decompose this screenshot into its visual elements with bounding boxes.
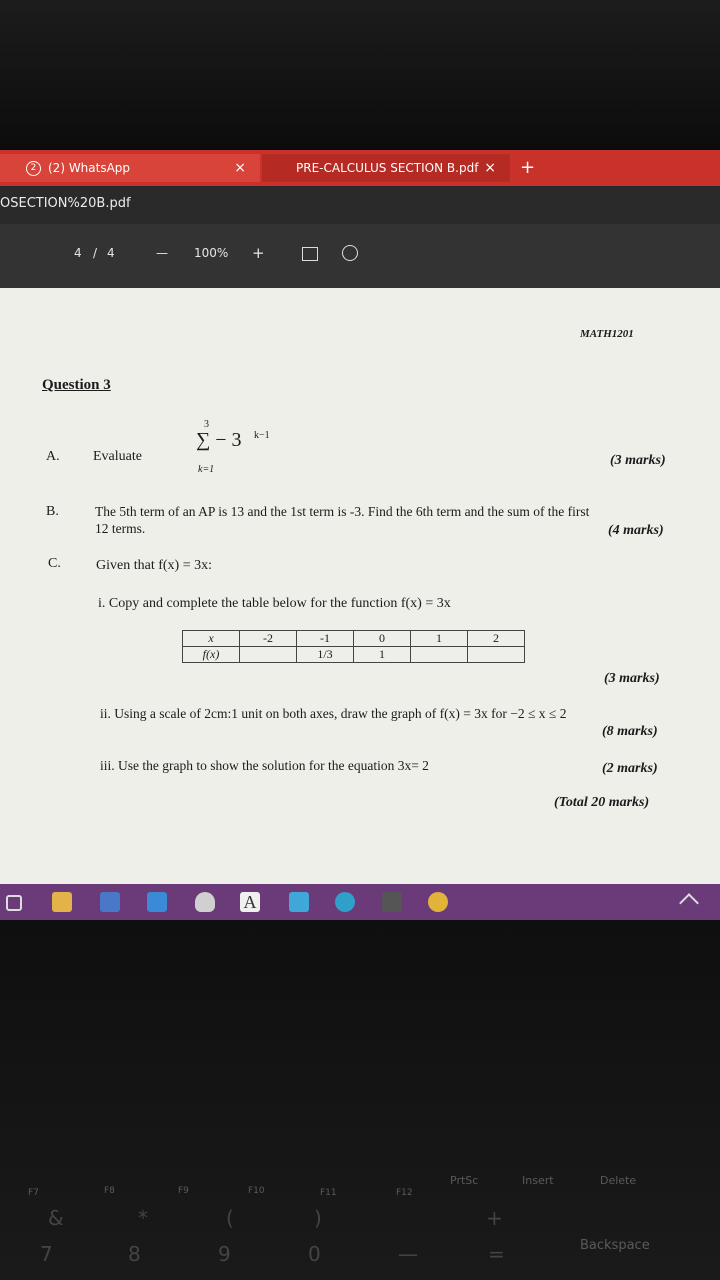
zero-key[interactable]: 0	[308, 1242, 321, 1266]
address-text: OSECTION%20B.pdf	[0, 196, 131, 211]
part-c-iii-marks: (2 marks)	[602, 761, 658, 776]
seven-key[interactable]: 7	[40, 1242, 53, 1266]
part-c-iii: iii. Use the graph to show the solution for the equation 3x= 2	[100, 758, 429, 773]
table-cell: 1/3	[297, 647, 354, 663]
font-app-icon[interactable]: A	[240, 892, 260, 912]
zoom-in-button[interactable]: +	[252, 244, 265, 262]
pdf-page	[0, 288, 720, 884]
part-a-letter: A.	[46, 449, 60, 464]
prtsc-key[interactable]: PrtSc	[450, 1174, 479, 1187]
page-separator: /	[93, 246, 98, 260]
f8-key[interactable]: F8	[104, 1186, 115, 1196]
part-c-ii: ii. Using a scale of 2cm:1 unit on both axes, draw the graph of f(x) = 3x for −2 ≤ x ≤ 2	[100, 706, 567, 721]
chrome-icon[interactable]	[428, 892, 448, 912]
ampersand-key[interactable]: &	[48, 1206, 64, 1230]
table-cell	[240, 647, 297, 663]
paren-close-key[interactable]: )	[314, 1206, 322, 1230]
eight-key[interactable]: 8	[128, 1242, 141, 1266]
table-cell	[411, 647, 468, 663]
pdf-toolbar	[0, 224, 720, 288]
close-tab-icon[interactable]: ×	[234, 160, 246, 176]
delete-key[interactable]: Delete	[600, 1174, 637, 1187]
browser-tab-bar	[0, 150, 720, 186]
tab-label: (2) WhatsApp	[48, 161, 131, 175]
mail-icon[interactable]	[147, 892, 167, 912]
part-a-marks: (3 marks)	[610, 453, 666, 468]
task-view-icon[interactable]	[6, 895, 22, 911]
table-cell	[468, 647, 525, 663]
sum-expression: ∑ − 3	[196, 429, 242, 451]
question-title: Question 3	[42, 377, 111, 393]
backspace-key[interactable]: Backspace	[580, 1238, 650, 1253]
rotate-icon[interactable]	[342, 245, 358, 261]
paren-open-key[interactable]: (	[226, 1206, 234, 1230]
table-cell: 1	[354, 647, 411, 663]
part-c-i: i. Copy and complete the table below for the function f(x) = 3x	[98, 596, 451, 611]
table-cell: 1	[411, 631, 468, 647]
media-icon[interactable]	[382, 892, 402, 912]
sum-exponent: k−1	[254, 430, 270, 441]
tab-label: PRE-CALCULUS SECTION B.pdf	[296, 161, 479, 175]
f10-key[interactable]: F10	[248, 1186, 265, 1196]
equals-key[interactable]: =	[488, 1242, 505, 1266]
laptop-keyboard	[0, 920, 720, 1280]
zoom-out-button[interactable]: —	[156, 246, 168, 260]
table-cell: -1	[297, 631, 354, 647]
minus-key[interactable]: —	[398, 1242, 418, 1266]
chevron-up-icon[interactable]	[679, 893, 699, 913]
edge-icon[interactable]	[335, 892, 355, 912]
tab-pdf[interactable]	[262, 154, 510, 182]
plus-key[interactable]: +	[486, 1206, 503, 1230]
new-tab-button[interactable]: +	[520, 157, 536, 178]
zoom-level: 100%	[194, 246, 229, 260]
photo-top-area	[0, 0, 720, 150]
sum-lower-limit: k=1	[198, 464, 215, 475]
page-count: 4	[107, 246, 115, 260]
maps-icon[interactable]	[289, 892, 309, 912]
table-cell: 0	[354, 631, 411, 647]
f9-key[interactable]: F9	[178, 1186, 189, 1196]
taskbar	[0, 884, 720, 920]
total-marks: (Total 20 marks)	[554, 795, 650, 810]
shield-icon[interactable]	[195, 892, 215, 912]
sum-upper-limit: 3	[204, 419, 209, 430]
asterisk-key[interactable]: *	[138, 1206, 148, 1230]
address-bar[interactable]	[0, 186, 720, 224]
tab-whatsapp[interactable]	[0, 154, 260, 182]
table-row	[183, 647, 525, 663]
course-code: MATH1201	[580, 328, 634, 340]
notification-badge: 2	[26, 161, 41, 176]
f11-key[interactable]: F11	[320, 1188, 337, 1198]
nine-key[interactable]: 9	[218, 1242, 231, 1266]
table-cell: -2	[240, 631, 297, 647]
close-tab-icon[interactable]: ×	[484, 160, 496, 176]
part-b-text-cont: 12 terms.	[95, 521, 146, 536]
table-cell: x	[183, 631, 240, 647]
part-c-letter: C.	[48, 556, 61, 571]
insert-key[interactable]: Insert	[522, 1174, 554, 1187]
f7-key[interactable]: F7	[28, 1188, 39, 1198]
part-c-ii-marks: (8 marks)	[602, 724, 658, 739]
store-icon[interactable]	[100, 892, 120, 912]
page-number[interactable]: 4	[74, 246, 82, 260]
f12-key[interactable]: F12	[396, 1188, 413, 1198]
table-row	[183, 631, 525, 647]
part-c-text: Given that f(x) = 3x:	[96, 558, 212, 573]
file-explorer-icon[interactable]	[52, 892, 72, 912]
part-b-marks: (4 marks)	[608, 523, 664, 538]
part-b-text: The 5th term of an AP is 13 and the 1st term is -3. Find the 6th term and the sum of the first	[95, 504, 590, 519]
part-b-letter: B.	[46, 504, 59, 519]
part-c-i-marks: (3 marks)	[604, 671, 660, 686]
function-table	[182, 630, 525, 663]
part-a-text: Evaluate	[93, 449, 142, 464]
fit-page-icon[interactable]	[302, 247, 318, 261]
table-cell: 2	[468, 631, 525, 647]
table-cell: f(x)	[183, 647, 240, 663]
